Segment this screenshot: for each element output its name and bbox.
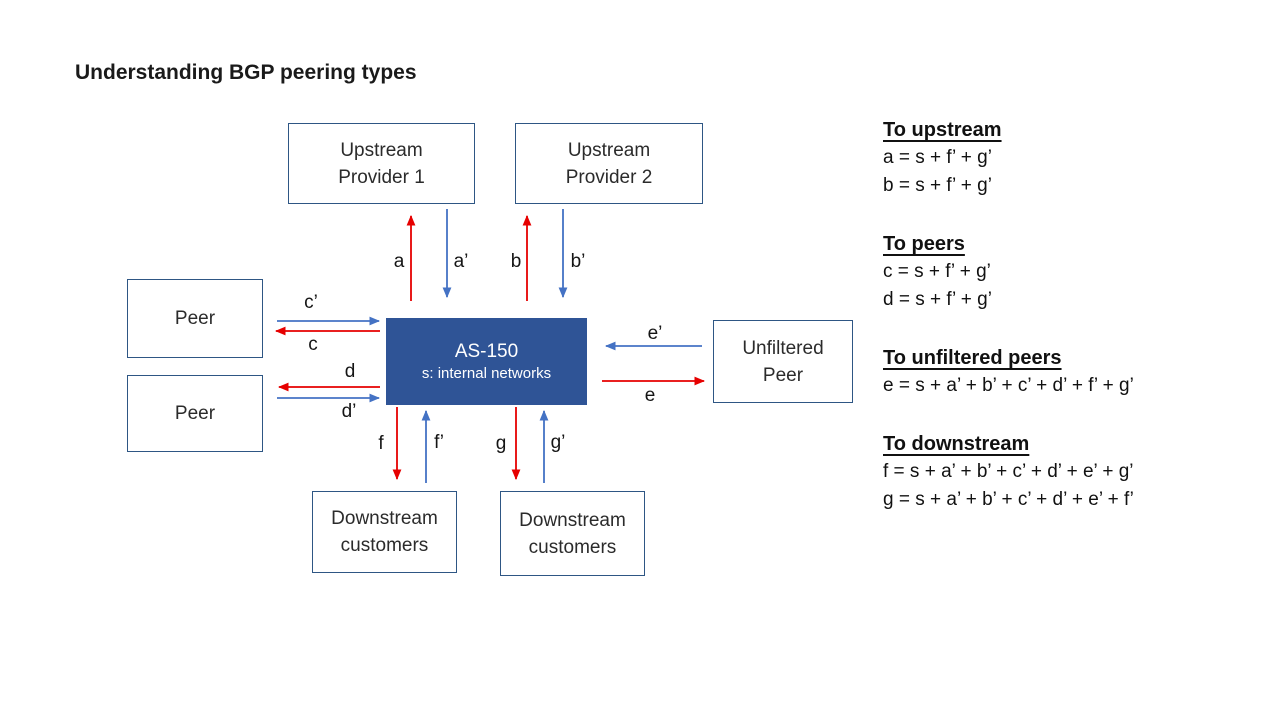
edge-label-a: a [393,251,405,272]
formula-panel [883,116,1243,544]
node-label: Peer [174,403,216,424]
section-to-upstream [883,116,1243,200]
edge-label-d-prime: d’ [341,401,357,422]
node-label: Peer [174,308,216,329]
edge-label-e: e [644,385,656,406]
node-label: customers [340,535,429,556]
page-title: Understanding BGP peering types [75,61,417,84]
edge-label-b-prime: b’ [570,251,586,272]
node-label: Upstream [567,139,651,161]
node-label: Downstream [519,509,626,531]
section-heading: To peers [883,233,965,255]
formula-line: g = s + a’ + b’ + c’ + d’ + e’ + f’ [883,489,1134,510]
edge-label-e-prime: e’ [647,323,663,344]
formula-line: b = s + f’ + g’ [883,175,992,196]
edge-label-a-prime: a’ [453,251,469,272]
section-heading: To downstream [883,433,1030,455]
section-to-peers [883,230,1243,314]
node-label: Peer [762,364,804,386]
edge-label-d: d [344,361,356,382]
node-sublabel: s: internal networks [421,364,552,382]
node-label: Upstream [340,139,423,161]
node-label: Downstream [331,508,438,529]
section-heading: To unfiltered peers [883,347,1062,369]
edge-label-f: f [378,433,384,454]
edge-label-g-prime: g’ [550,432,566,453]
node-label: Provider 2 [565,166,653,188]
formula-line: a = s + f’ + g’ [883,147,992,168]
formula-line: d = s + f’ + g’ [883,289,992,310]
node-label: AS-150 [454,340,519,362]
formula-line: f = s + a’ + b’ + c’ + d’ + e’ + g’ [883,461,1134,482]
section-heading: To upstream [883,119,1002,141]
formula-line: e = s + a’ + b’ + c’ + d’ + f’ + g’ [883,375,1134,396]
edge-label-c-prime: c’ [304,292,318,313]
node-label: customers [528,536,617,558]
section-to-downstream [883,430,1243,514]
edge-label-g: g [495,433,507,454]
node-label: Provider 1 [338,166,425,188]
node-label: Unfiltered [742,337,824,359]
edge-label-f-prime: f’ [434,432,444,453]
formula-line: c = s + f’ + g’ [883,261,991,282]
section-to-unfiltered-peers [883,344,1243,400]
edge-label-b: b [510,251,522,272]
edge-label-c: c [308,334,318,355]
